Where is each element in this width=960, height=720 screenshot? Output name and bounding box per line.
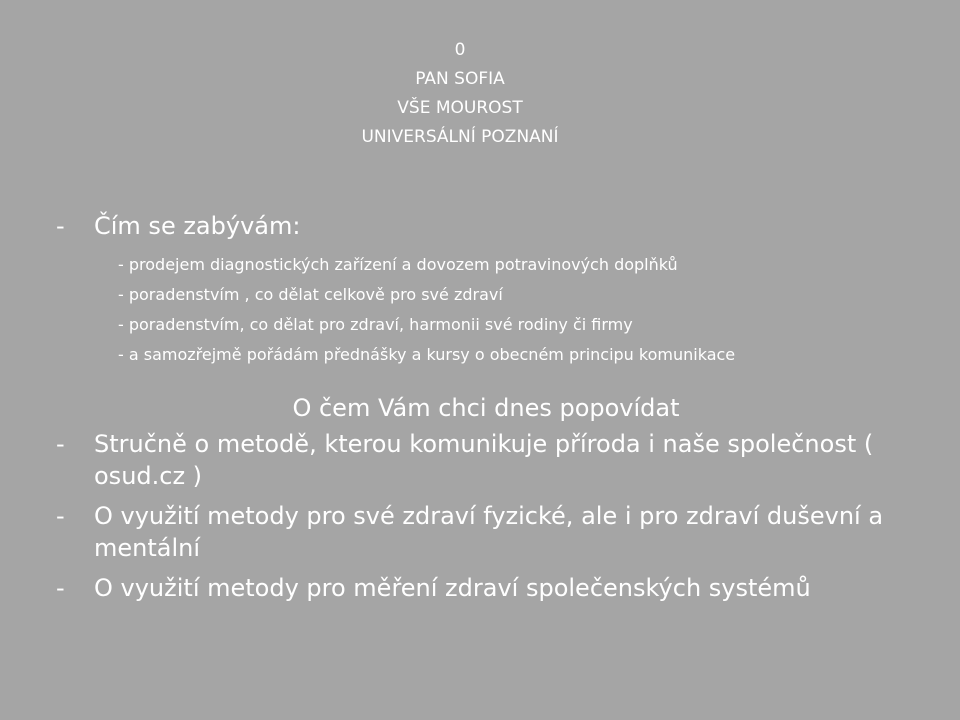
slide-content — [56, 210, 916, 612]
title-line-number: 0 — [454, 40, 466, 60]
topic-text: O využití metody pro své zdraví fyzické, ale i pro zdraví duševní a mentální — [94, 502, 884, 562]
topic-item — [56, 572, 916, 604]
topics-heading: O čem Vám chci dnes popovídat — [292, 394, 680, 422]
activity-item: - prodejem diagnostických zařízení a dovozem potravinových doplňků — [118, 255, 678, 274]
title-line-universalni-poznani: UNIVERSÁLNÍ POZNANÍ — [361, 127, 559, 147]
activity-item: - a samozřejmě pořádám přednášky a kursy o obecném principu komunikace — [118, 345, 736, 364]
bullet-dash: - — [56, 430, 65, 458]
title-line-pan-sofia: PAN SOFIA — [415, 69, 505, 89]
activity-item: - poradenstvím , co dělat celkově pro své zdraví — [118, 285, 503, 304]
topic-item — [56, 428, 916, 492]
topic-text: O využití metody pro měření zdraví společenských systémů — [94, 574, 811, 602]
activity-item: - poradenstvím, co dělat pro zdraví, harmonii své rodiny či firmy — [118, 315, 633, 334]
slide-title — [0, 36, 920, 152]
activities-list — [118, 250, 916, 370]
title-line-vse-mourost: VŠE MOUROST — [397, 98, 523, 118]
bullet-dash: - — [56, 212, 65, 240]
bullet-dash: - — [56, 502, 65, 530]
intro-heading-item — [56, 210, 916, 242]
topic-item — [56, 500, 916, 564]
intro-heading: Čím se zabývám: — [94, 212, 301, 240]
topic-text: Stručně o metodě, kterou komunikuje příroda i naše společnost ( osud.cz ) — [94, 430, 874, 490]
bullet-dash: - — [56, 574, 65, 602]
